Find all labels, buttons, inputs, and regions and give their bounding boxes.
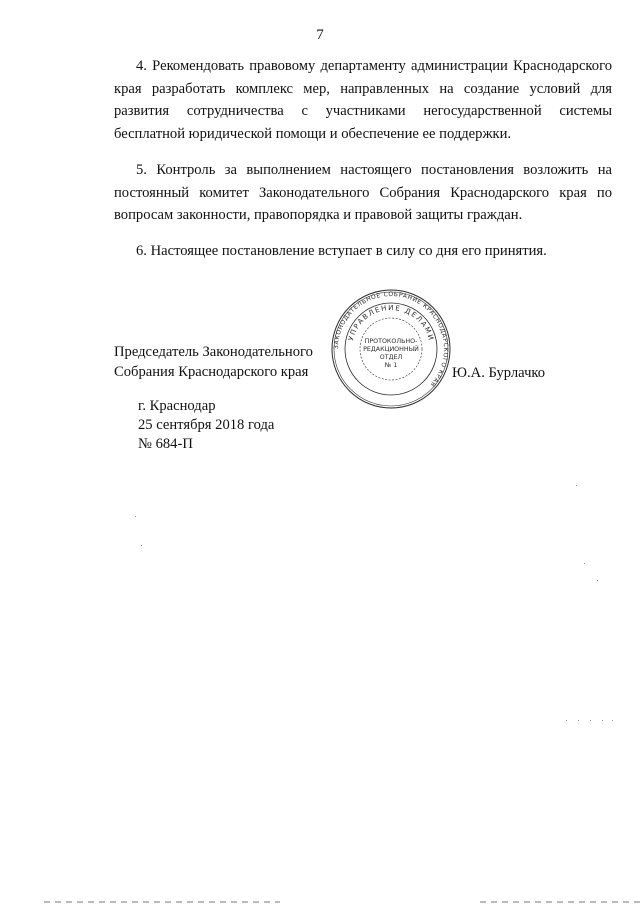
stamp-inner-arc-text: УПРАВЛЕНИЕ ДЕЛАМИ [346,303,436,343]
document-date: 25 сентября 2018 года [138,417,275,433]
stamp-center-line-1: ПРОТОКОЛЬНО- [364,338,418,345]
signature-title-line-2: Собрания Краснодарского края [114,364,309,380]
paragraph-4: 4. Рекомендовать правовому департаменту администрации Краснодарского края разработать комплекс мер, направленных на создание условий для развития сотрудничества с участниками негосударственной системы бесплатной юридической помощи и обеспечение ее поддержки. [114,58,612,142]
signature-title-line-1: Председатель Законодательного [114,344,313,360]
official-stamp [330,288,452,410]
signatory-name: Ю.А. Бурлачко [452,365,546,381]
stamp-outer-text: ЗАКОНОДАТЕЛЬНОЕ СОБРАНИЕ КРАСНОДАРСКОГО КРАЯ [332,290,450,389]
stamp-center-line-2: РЕДАКЦИОННЫЙ [363,346,419,353]
document-city: г. Краснодар [138,398,216,414]
paragraph-6: 6. Настоящее постановление вступает в силу со дня его принятия. [136,243,547,259]
document-number: № 684-П [138,436,193,452]
stamp-center-line-4: № 1 [384,362,398,369]
page-number: 7 [316,27,324,43]
stamp-center-line-3: ОТДЕЛ [379,354,403,361]
document-meta [138,397,274,454]
svg-text:УПРАВЛЕНИЕ ДЕЛАМИ [347,304,435,342]
paragraph-5: 5. Контроль за выполнением настоящего постановления возложить на постоянный комитет Законодательного Собрания Краснодарского края по вопросам законности, правопорядка и правовой защиты граждан. [114,162,612,224]
